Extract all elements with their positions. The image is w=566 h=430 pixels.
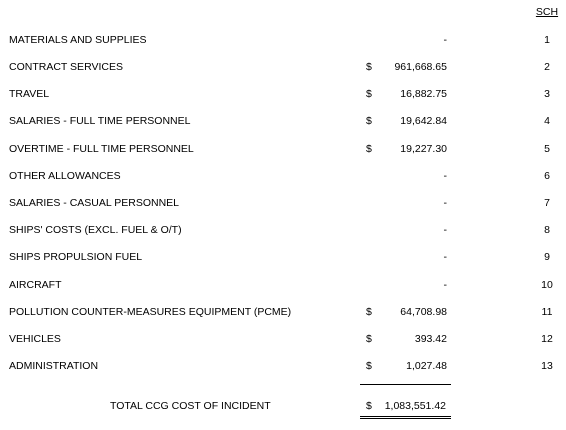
table-row (0, 224, 566, 238)
row-amount: - (443, 279, 447, 291)
total-row (0, 400, 566, 414)
dollar-sign: $ (366, 306, 372, 318)
row-label: CONTRACT SERVICES (9, 61, 123, 73)
row-amount: - (443, 197, 447, 209)
table-row (0, 197, 566, 211)
row-label: AIRCRAFT (9, 279, 62, 291)
row-label: OTHER ALLOWANCES (9, 170, 121, 182)
row-label: POLLUTION COUNTER-MEASURES EQUIPMENT (PCME) (9, 306, 292, 318)
table-row (0, 170, 566, 184)
row-schedule-number: 5 (544, 143, 550, 155)
table-row (0, 115, 566, 129)
row-label: SALARIES - CASUAL PERSONNEL (9, 197, 179, 209)
row-schedule-number: 4 (544, 115, 550, 127)
total-label: TOTAL CCG COST OF INCIDENT (110, 400, 271, 412)
table-row (0, 333, 566, 347)
sch-column-header: SCH (535, 6, 559, 18)
row-schedule-number: 11 (541, 306, 553, 318)
row-label: MATERIALS AND SUPPLIES (9, 34, 147, 46)
table-row (0, 143, 566, 157)
row-schedule-number: 13 (541, 360, 553, 372)
dollar-sign: $ (366, 115, 372, 127)
dollar-sign: $ (366, 360, 372, 372)
row-amount: 19,642.84 (400, 115, 447, 127)
row-schedule-number: 6 (544, 170, 550, 182)
row-label: SALARIES - FULL TIME PERSONNEL (9, 115, 191, 127)
row-amount: - (443, 224, 447, 236)
row-amount: 1,027.48 (406, 360, 447, 372)
row-schedule-number: 9 (544, 251, 550, 263)
row-label: VEHICLES (9, 333, 61, 345)
table-row (0, 251, 566, 265)
table-row (0, 279, 566, 293)
dollar-sign: $ (366, 143, 372, 155)
dollar-sign: $ (366, 88, 372, 100)
dollar-sign: $ (366, 333, 372, 345)
table-row (0, 61, 566, 75)
row-amount: 16,882.75 (400, 88, 447, 100)
row-amount: - (443, 34, 447, 46)
row-schedule-number: 1 (544, 34, 550, 46)
row-amount: - (443, 251, 447, 263)
dollar-sign: $ (366, 61, 372, 73)
total-amount-box (360, 400, 451, 419)
table-row (0, 34, 566, 48)
subtotal-rule (360, 384, 451, 385)
total-amount: 1,083,551.42 (384, 400, 446, 412)
row-amount: 393.42 (414, 333, 447, 345)
row-amount: 961,668.65 (394, 61, 447, 73)
table-row (0, 306, 566, 320)
row-label: SHIPS' COSTS (EXCL. FUEL & O/T) (9, 224, 182, 236)
row-label: OVERTIME - FULL TIME PERSONNEL (9, 143, 194, 155)
row-schedule-number: 12 (541, 333, 553, 345)
row-schedule-number: 10 (541, 279, 553, 291)
row-schedule-number: 3 (544, 88, 550, 100)
row-amount: 19,227.30 (400, 143, 447, 155)
row-schedule-number: 2 (544, 61, 550, 73)
row-schedule-number: 7 (544, 197, 550, 209)
row-label: ADMINISTRATION (9, 360, 99, 372)
row-label: SHIPS PROPULSION FUEL (9, 251, 143, 263)
row-label: TRAVEL (9, 88, 50, 100)
row-amount: 64,708.98 (400, 306, 447, 318)
row-schedule-number: 8 (544, 224, 550, 236)
total-dollar-sign: $ (366, 400, 372, 412)
table-row (0, 360, 566, 374)
table-row (0, 88, 566, 102)
row-amount: - (443, 170, 447, 182)
